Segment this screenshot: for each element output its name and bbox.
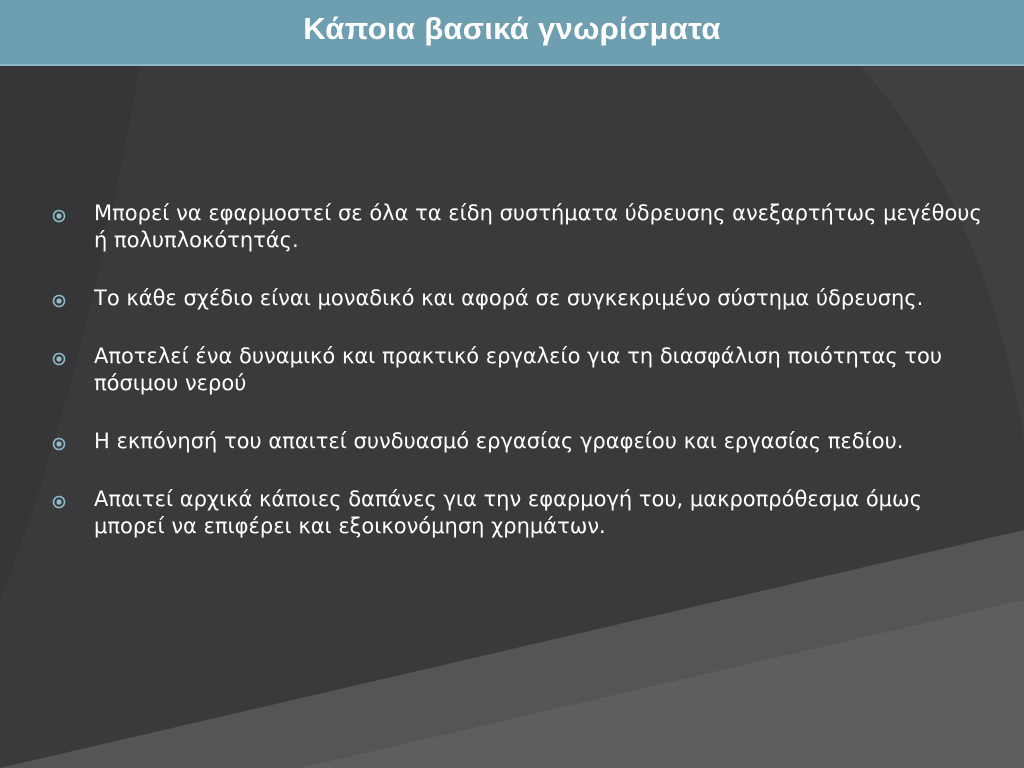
circle-dot-icon xyxy=(52,209,66,223)
title-bar xyxy=(0,0,1024,66)
bullet-text: Η εκπόνησή του απαιτεί συνδυασμό εργασίας γραφείου και εργασίας πεδίου. xyxy=(94,429,904,453)
list-item xyxy=(48,200,988,254)
circle-dot-icon xyxy=(52,294,66,308)
bullet-text: Μπορεί να εφαρμοστεί σε όλα τα είδη συστήματα ύδρευσης ανεξαρτήτως μεγέθους ή πολυπλοκότητάς. xyxy=(94,201,982,252)
circle-dot-icon xyxy=(52,437,66,451)
bullet-text: Το κάθε σχέδιο είναι μοναδικό και αφορά σε συγκεκριμένο σύστημα ύδρευσης. xyxy=(94,286,924,310)
bullet-text: Αποτελεί ένα δυναμικό και πρακτικό εργαλείο για τη διασφάλιση ποιότητας του πόσιμου νερού xyxy=(94,344,942,395)
list-item xyxy=(48,343,988,397)
list-item xyxy=(48,428,988,455)
circle-dot-icon xyxy=(52,495,66,509)
list-item xyxy=(48,486,988,540)
slide-title: Κάποια βασικά γνωρίσματα xyxy=(303,11,721,46)
list-item xyxy=(48,285,988,312)
bullet-list xyxy=(48,200,988,571)
circle-dot-icon xyxy=(52,352,66,366)
bullet-text: Απαιτεί αρχικά κάποιες δαπάνες για την εφαρμογή του, μακροπρόθεσμα όμως μπορεί να επιφέρει και εξοικονόμηση χρημάτων. xyxy=(94,487,922,538)
